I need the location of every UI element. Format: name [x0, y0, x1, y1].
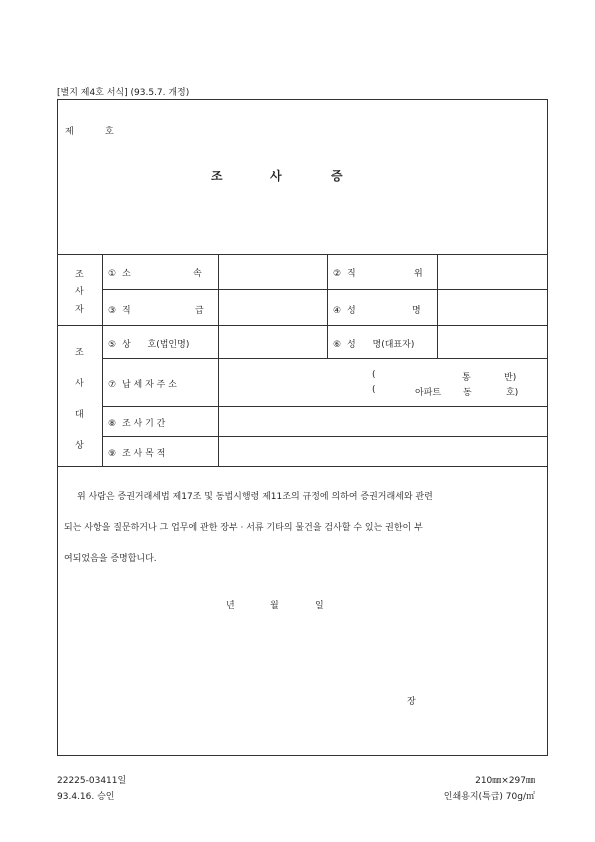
approval-date: 93.4.16. 승인: [57, 792, 115, 802]
divider: [57, 466, 548, 467]
statement-line: 위 사람은 증권거래세법 제17조 및 동법시행령 제11조의 규정에 의하여 증권거래세와 관련: [77, 492, 433, 502]
field-label-affiliation-end: 속: [193, 269, 202, 279]
field-label-grade-end: 급: [195, 306, 204, 316]
statement-line: 되는 사항을 질문하거나 그 업무에 관한 장부 · 서류 기타의 물건을 검사할 수 있는 권한이 부: [64, 523, 423, 533]
field-label-purpose: ⑨ 조 사 목 적: [108, 449, 166, 459]
address-line-1-open: (: [372, 370, 376, 380]
section-label-target: 사: [75, 379, 84, 389]
field-label-affiliation: ① 소: [108, 269, 131, 279]
title-char: 사: [270, 169, 282, 183]
doc-number-suffix: 호: [105, 127, 114, 137]
form-label: [별지 제4호 서식] (93.5.7. 개정): [57, 88, 190, 98]
date-year-label: 년: [226, 601, 235, 611]
seal-label: 장: [407, 697, 416, 707]
divider: [327, 254, 328, 358]
section-label-investigator: 자: [75, 305, 84, 315]
divider: [102, 358, 548, 359]
divider: [57, 325, 548, 326]
section-label-investigator: 조: [75, 270, 84, 280]
field-label-position-end: 위: [414, 269, 423, 279]
title-char: 조: [211, 169, 223, 183]
section-label-target: 조: [75, 348, 84, 358]
address-line-1-tong: 통: [462, 373, 471, 383]
divider: [102, 254, 103, 466]
divider: [437, 254, 438, 358]
field-label-address: ⑦ 납 세 자 주 소: [108, 380, 177, 390]
paper-size: 210㎜×297㎜: [475, 776, 535, 786]
field-label-grade: ③ 직: [108, 306, 131, 316]
section-label-target: 대: [75, 410, 84, 420]
field-label-name-end: 명: [412, 306, 421, 316]
address-line-2-apt: 아파트: [415, 388, 442, 398]
date-day-label: 일: [315, 601, 324, 611]
statement-line: 여되었음을 증명합니다.: [64, 554, 157, 564]
form-code: 22225-03411일: [57, 776, 127, 786]
divider: [102, 436, 548, 437]
section-label-investigator: 사: [75, 287, 84, 297]
address-line-1-ban: 반): [504, 373, 517, 383]
date-month-label: 월: [270, 601, 279, 611]
divider: [57, 254, 548, 255]
paper-spec: 인쇄용지(특급) 70g/㎡: [443, 792, 535, 802]
field-label-period: ⑧ 조 사 기 간: [108, 419, 166, 429]
field-label-rep-name: ⑥ 성 명(대표자): [333, 340, 415, 350]
address-line-2-dong: 동: [463, 388, 472, 398]
field-label-trade-name: ⑤ 상 호(법인명): [108, 340, 190, 350]
field-label-position: ② 직: [333, 269, 356, 279]
divider: [102, 289, 548, 290]
title-char: 증: [331, 169, 343, 183]
divider: [102, 406, 548, 407]
address-line-2-open: (: [372, 385, 376, 395]
section-label-target: 상: [75, 441, 84, 451]
address-line-2-ho: 호): [506, 388, 519, 398]
field-label-name: ④ 성: [333, 306, 356, 316]
divider: [218, 254, 219, 466]
doc-number-label: 제: [65, 127, 74, 137]
